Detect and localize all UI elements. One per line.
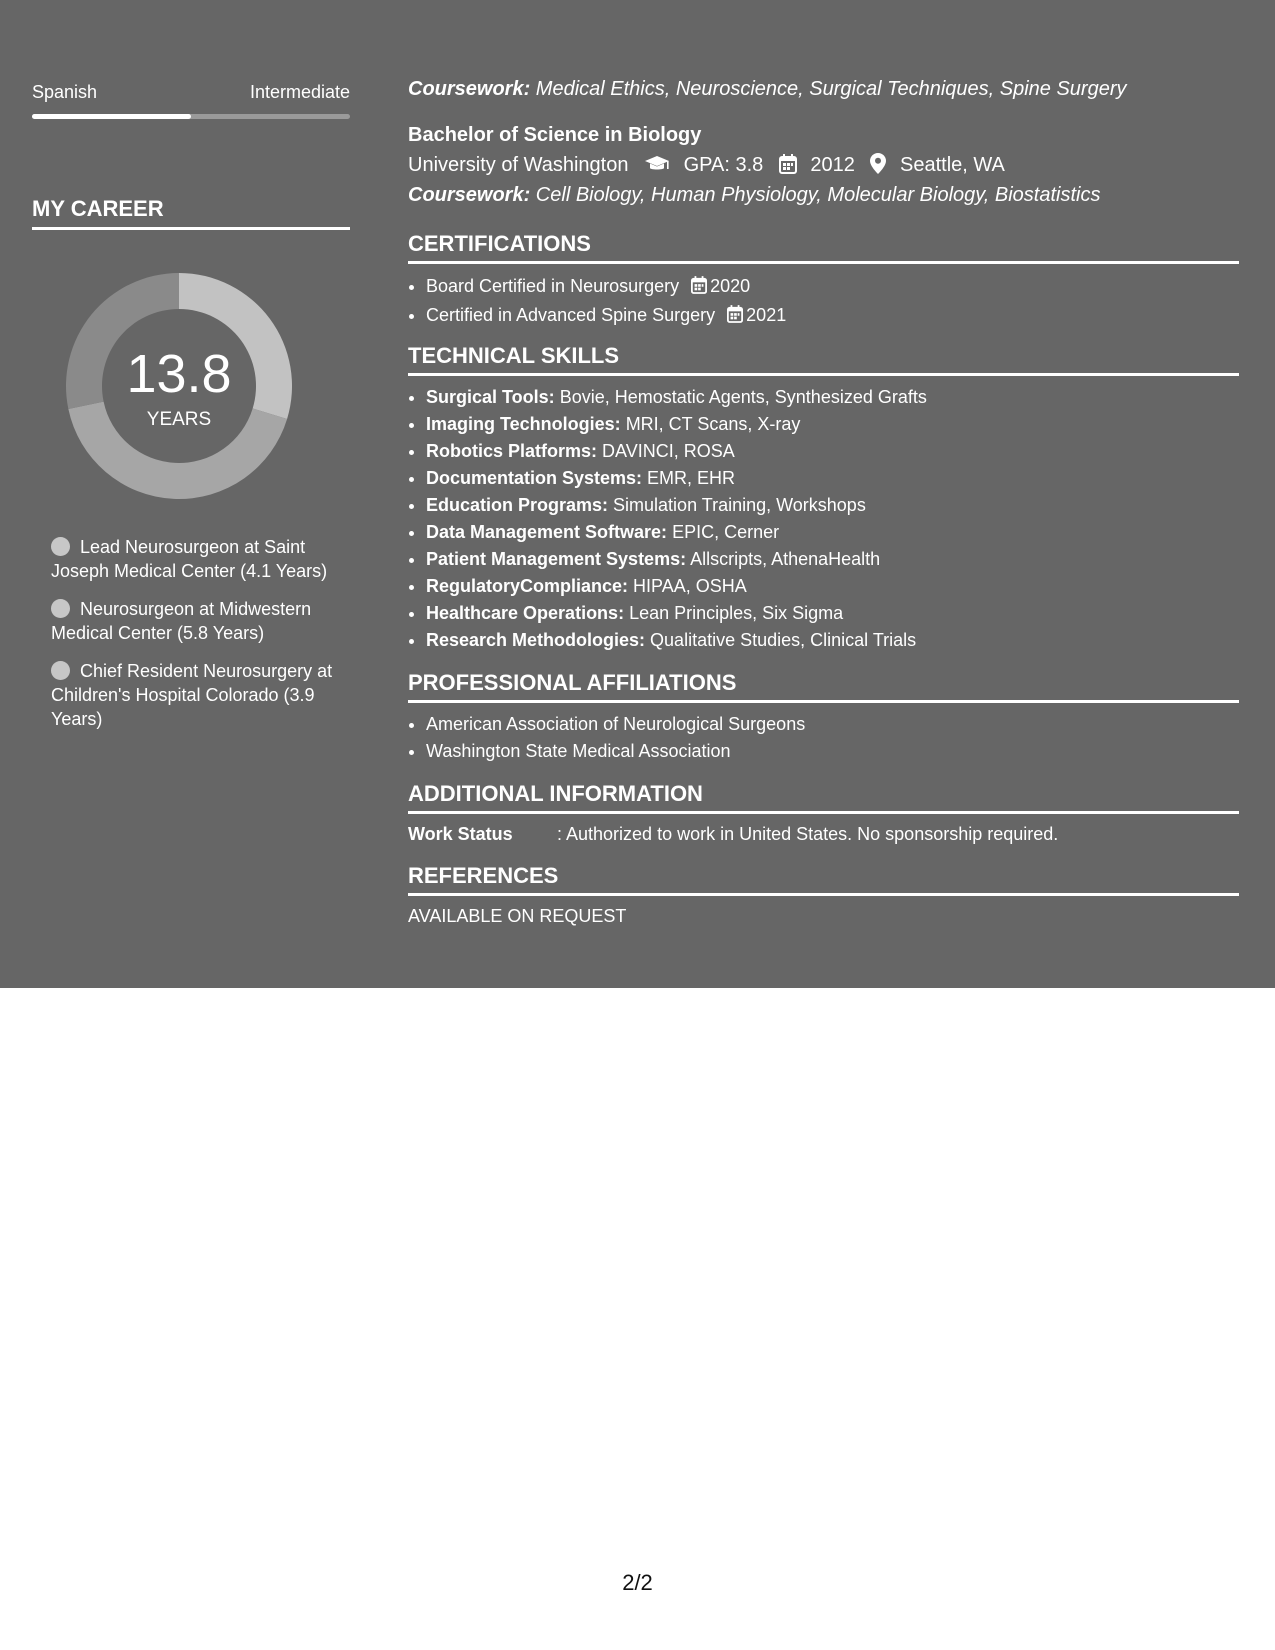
gpa: GPA: 3.8 (683, 154, 764, 176)
skill-item (426, 600, 927, 627)
work-status-row (408, 824, 1058, 845)
skill-item (426, 384, 927, 411)
calendar-icon (779, 154, 797, 180)
skill-value: HIPAA, OSHA (628, 576, 747, 596)
career-donut-chart (66, 273, 292, 499)
total-years-value: 13.8 (126, 344, 232, 404)
language-name: Spanish (32, 82, 98, 102)
skill-label: Robotics Platforms: (426, 441, 598, 461)
donut-center (66, 273, 292, 499)
skill-item (426, 519, 927, 546)
language-proficiency-fill (32, 114, 191, 119)
skill-label: RegulatoryCompliance: (426, 576, 629, 596)
skill-label: Patient Management Systems: (426, 549, 687, 569)
graduation-year: 2012 (810, 154, 855, 176)
skill-value: EMR, EHR (642, 468, 736, 488)
graduation-cap-icon (644, 154, 670, 180)
legend-dot-icon (51, 661, 70, 680)
page-number: 2/2 (622, 1570, 653, 1595)
career-legend-label: Chief Resident Neurosurgery at Children's Hospital Colorado (3.9 Years) (51, 661, 333, 729)
degree-title: Bachelor of Science in Biology (408, 124, 702, 146)
skill-value: Simulation Training, Workshops (608, 495, 866, 515)
language-level: Intermediate (249, 82, 350, 102)
skills-list (408, 384, 927, 654)
total-years-unit: YEARS (146, 409, 212, 430)
career-legend-item (51, 535, 341, 583)
career-legend-item (51, 659, 341, 731)
skill-label: Imaging Technologies: (426, 414, 621, 434)
calendar-icon (727, 304, 743, 331)
skill-item (426, 492, 927, 519)
affiliations-section-title: PROFESSIONAL AFFILIATIONS (408, 670, 1239, 703)
skill-item (426, 465, 927, 492)
education-meta (408, 153, 1005, 180)
school-location: Seattle, WA (900, 154, 1005, 176)
career-legend-label: Lead Neurosurgeon at Saint Joseph Medical Center (4.1 Years) (51, 537, 328, 581)
skill-label: Data Management Software: (426, 522, 668, 542)
skill-label: Surgical Tools: (426, 387, 555, 407)
work-status-key: Work Status (408, 824, 513, 844)
skills-section-title: TECHNICAL SKILLS (408, 343, 1239, 376)
certification-year: 2020 (710, 276, 751, 296)
language-proficiency-bar (32, 114, 350, 119)
school-name: University of Washington (408, 154, 629, 176)
certification-year: 2021 (746, 305, 787, 325)
career-legend (51, 535, 341, 745)
skill-label: Education Programs: (426, 495, 609, 515)
references-text: AVAILABLE ON REQUEST (408, 906, 627, 926)
skill-value: Lean Principles, Six Sigma (624, 603, 844, 623)
coursework-value: Cell Biology, Human Physiology, Molecular Biology, Biostatistics (530, 184, 1101, 206)
work-status-value: : Authorized to work in United States. No sponsorship required. (557, 824, 1059, 844)
legend-dot-icon (51, 599, 70, 618)
legend-dot-icon (51, 537, 70, 556)
skill-value: Allscripts, AthenaHealth (686, 549, 881, 569)
coursework-value: Medical Ethics, Neuroscience, Surgical Techniques, Spine Surgery (530, 78, 1127, 100)
skill-item (426, 627, 927, 654)
certifications-list (408, 273, 786, 331)
skill-label: Research Methodologies: (426, 630, 646, 650)
certification-item (426, 302, 786, 331)
skill-value: Bovie, Hemostatic Agents, Synthesized Grafts (554, 387, 927, 407)
certification-name: Board Certified in Neurosurgery (426, 276, 680, 296)
affiliations-list (408, 711, 805, 765)
coursework-line (408, 184, 1100, 207)
career-legend-item (51, 597, 341, 645)
skill-value: MRI, CT Scans, X-ray (620, 414, 801, 434)
skill-value: EPIC, Cerner (667, 522, 780, 542)
career-section-title: MY CAREER (32, 196, 350, 230)
skill-label: Documentation Systems: (426, 468, 643, 488)
coursework-label: Coursework: (408, 78, 531, 100)
skill-label: Healthcare Operations: (426, 603, 625, 623)
references-section-title: REFERENCES (408, 863, 1239, 896)
map-pin-icon (870, 153, 886, 180)
skill-item (426, 573, 927, 600)
certification-name: Certified in Advanced Spine Surgery (426, 305, 716, 325)
certifications-section-title: CERTIFICATIONS (408, 231, 1239, 264)
coursework-line (408, 78, 1126, 101)
additional-section-title: ADDITIONAL INFORMATION (408, 781, 1239, 814)
calendar-icon (691, 275, 707, 302)
affiliation-item: • American Association of Neurological Surgeons (426, 711, 805, 738)
skill-item (426, 546, 927, 573)
affiliation-item: • Washington State Medical Association (426, 738, 805, 765)
coursework-label: Coursework: (408, 184, 531, 206)
skill-item (426, 438, 927, 465)
certification-item (426, 273, 786, 302)
career-legend-label: Neurosurgeon at Midwestern Medical Center (5.8 Years) (51, 599, 312, 643)
skill-item (426, 411, 927, 438)
skill-value: Qualitative Studies, Clinical Trials (645, 630, 917, 650)
skill-value: DAVINCI, ROSA (597, 441, 735, 461)
